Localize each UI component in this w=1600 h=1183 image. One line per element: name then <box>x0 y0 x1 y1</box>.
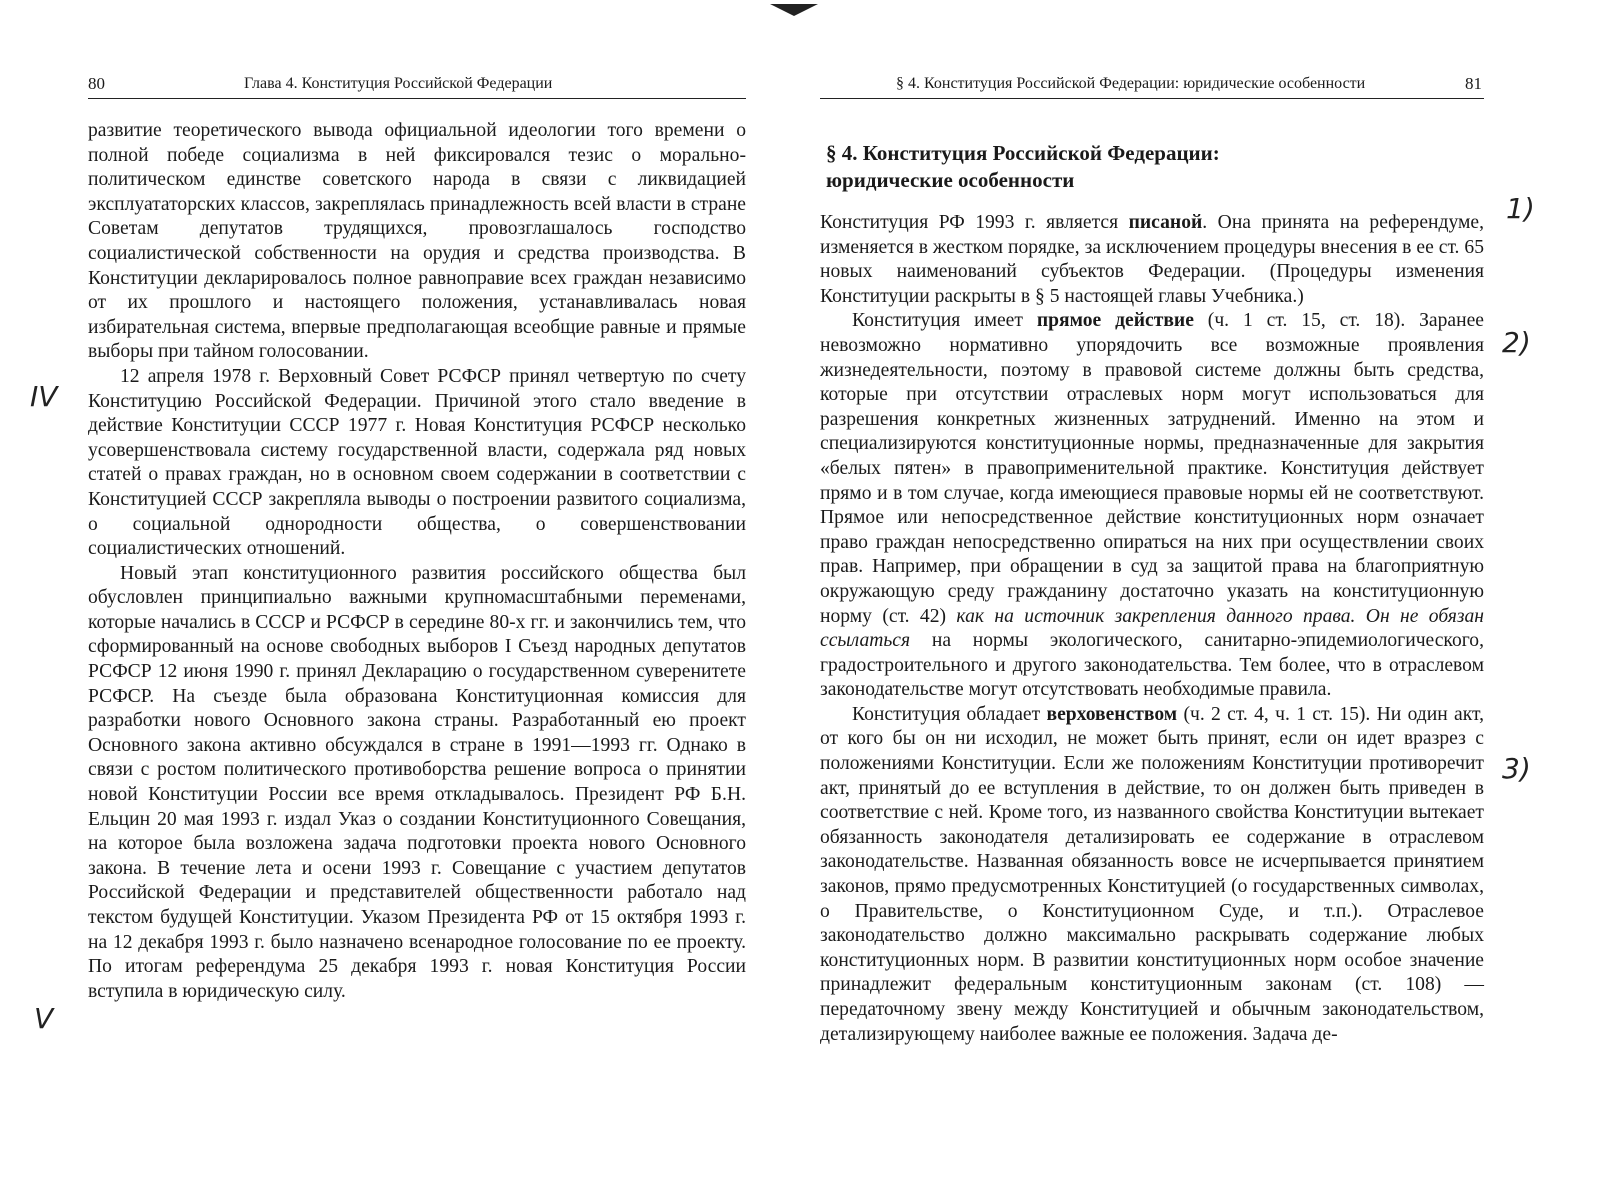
text-run: Конституция имеет <box>852 310 1037 332</box>
running-head-title-right: § 4. Конституция Российской Федерации: юридические особенности <box>896 75 1366 92</box>
paragraph: развитие теоретического вывода официальной идеологии того времени о полной победе социализма в ней фиксировался тезис о морально-политическом единстве советского народа в связи с ликвидацией эксплуататорских классов, закреплялась принадлежность всей власти в стране Советам депутатов трудящихся, провозглашалось господство социалистической собственности на орудия и средства производства. В Конституции декларировалось полное равноправие всех граждан независимо от их прошлого и настоящего положения, устанавливалась новая избирательная система, впервые предполагающая всеобщие равные и прямые выборы при тайном голосовании. <box>88 120 746 363</box>
right-page <box>820 0 1484 1183</box>
italic-run: как на источник закрепления данного права. Он не обязан ссылаться <box>820 605 1484 652</box>
running-head-title-left: Глава 4. Конституция Российской Федерации <box>244 75 553 92</box>
paragraph <box>820 309 1484 703</box>
bold-term: прямое действие <box>1036 310 1194 332</box>
top-arrow-mark <box>770 4 818 16</box>
page-number-left: 80 <box>88 74 105 93</box>
section-title-line-1: § 4. Конституция Российской Федерации: <box>826 141 1220 165</box>
paragraph: 12 апреля 1978 г. Верховный Совет РСФСР принял четвертую по счету Конституцию Российской Федерации. Причиной этого стало введение в действие Конституции СССР 1977 г. Новая Конституция РСФСР несколько усовершенствовала систему государственной власти, содержала ряд новых статей о правах граждан, но в основном своем содержании в соответствии с Конституцией СССР закрепляла выводы о построении развитого социализма, о социальной однородности общества, о совершенствовании социалистических отношений. <box>88 365 746 560</box>
paragraph: Новый этап конституционного развития российского общества был обусловлен принципиально важными крупномасштабными переменами, которые начались в СССР и РСФСР в середине 80-х гг. и закончились тем, что сформированный на основе свободных выборов I Съезд народных депутатов РСФСР 12 июня 1990 г. принял Декларацию о государственном суверенитете РСФСР. На съезде была образована Конституционная комиссия для разработки нового Основного закона страны. Разработанный ею проект Основного закона активно обсуждался в стране в 1991—1993 гг. Однако в связи с ростом политического противоборства решение вопроса о принятии новой Конституции России все время откладывалось. Президент РФ Б.Н. Ельцин 20 мая 1993 г. издал Указ о создании Конституционного Совещания, на которое была возложена задача подготовки проекта нового Основного закона. В течение лета и осени 1993 г. Совещание с участием депутатов Российской Федерации и представителей общественности работало над текстом будущей Конституции. Указом Президента РФ от 15 октября 1993 г. на 12 декабря 1993 г. было назначено всенародное голосование по ее проекту. По итогам референдума 25 декабря 1993 г. новая Конституция России вступила в юридическую силу. <box>88 562 746 1002</box>
running-head-right <box>820 74 1484 99</box>
text-run: на нормы экологического, санитарно-эпидемиологического, градостроительного и другого законодательства. Тем более, что в отраслевом законодательстве могут отсутствовать необходимые правила. <box>820 630 1484 701</box>
left-page <box>88 0 746 1183</box>
paragraph <box>820 703 1484 1047</box>
text-run: Конституция РФ 1993 г. является <box>820 212 1129 233</box>
running-head-left <box>88 74 746 99</box>
text-run: (ч. 2 ст. 4, ч. 1 ст. 15). Ни один акт, от кого бы он ни исходил, не может быть принят, если он идет вразрез с положениями Конституции. Если же положениям Конституции противоречит акт, принятый до ее вступления в действие, то он должен быть приведен в соответствие с ней. Кроме того, из названного свойства Конституции вытекает обязанность законодателя детализировать ее содержание в отраслевом законодательстве. Названная обязанность вовсе не исчерпывается принятием законов, прямо предусмотренных Конституцией (о государственных символах, о Правительстве, о Конституционном Суде, и т.п.). Отраслевое законодательство должно максимально раскрывать содержание любых конституционных норм. В развитии конституционных норм особое значение принадлежит федеральным конституционным законам (ст. 108) — передаточному звену между Конституцией и обычным законодательством, детализирующему наиболее важные ее положения. Задача де- <box>820 703 1484 1045</box>
bold-term: верховенством <box>1046 703 1178 725</box>
margin-note-roman-five: V <box>34 1002 54 1035</box>
right-body-text <box>820 211 1484 1047</box>
margin-note-two: 2) <box>1502 326 1531 359</box>
left-body-text <box>88 119 746 1004</box>
margin-note-one: 1) <box>1506 192 1535 225</box>
text-run: . Она принята на референдуме, изменяется в жестком порядке, за исключением процедуры внесения в ее ст. 65 новых наименований субъектов Федерации. (Процедуры изменения Конституции раскрыты в § 5 настоящей главы Учебника.) <box>820 212 1484 307</box>
section-title-line-2: юридические особенности <box>826 168 1075 192</box>
margin-note-roman-four: IV <box>30 380 58 413</box>
text-run: Конституция обладает <box>852 703 1047 725</box>
section-title <box>826 140 1220 194</box>
paragraph <box>820 211 1484 309</box>
text-run: (ч. 1 ст. 15, ст. 18). Заранее невозможно нормативно упорядочить все возможные проявления жизнедеятельности, поэтому в правовой системе должны быть средства, которые при отсутствии отраслевых норм могут использоваться для разрешения конкретных жизненных затруднений. Именно на этом и специализируются конституционные нормы, предназначенные для закрытия «белых пятен» в правоприменительной практике. Конституция действует прямо и в том случае, когда имеющиеся правовые нормы ей не соответствуют. Прямое или непосредственное действие конституционных норм означает право граждан непосредственно опираться на них при осуществлении своих прав. Например, при обращении в суд за защитой права на благоприятную окружающую среду гражданину достаточно указать на конституционную норму (ст. 42) <box>820 310 1484 627</box>
bold-term: писаной <box>1128 212 1203 233</box>
margin-note-three: 3) <box>1502 752 1531 785</box>
page-number-right: 81 <box>1465 74 1482 93</box>
